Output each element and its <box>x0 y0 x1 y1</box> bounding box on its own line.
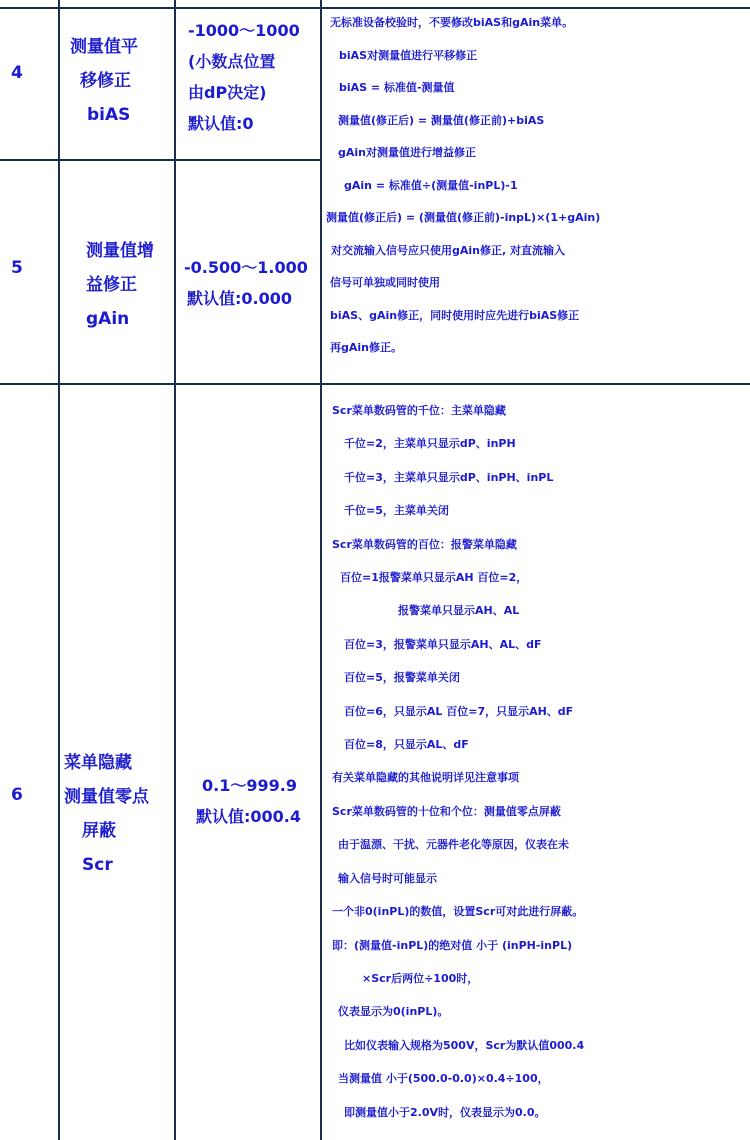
col-divider-1 <box>58 0 60 1140</box>
row-6-name-line: 测量值零点 <box>64 787 149 807</box>
description-line: 比如仪表输入规格为500V，Scr为默认值000.4 <box>344 1038 585 1052</box>
description-line: 仪表显示为0(inPL)。 <box>338 1005 449 1019</box>
row-5-name-line: 测量值增 <box>86 241 154 261</box>
description-line: 百位=6，只显示AL 百位=7，只显示AH、dF <box>344 704 574 718</box>
description-line: gAin = 标准值÷(测量值-inPL)-1 <box>344 178 518 192</box>
row-4-name-line: 移修正 <box>80 71 131 91</box>
description-line: 报警菜单只显示AH、AL <box>398 604 520 618</box>
description-line: 对交流输入信号应只使用gAin修正, 对直流输入 <box>331 243 565 257</box>
row-4-range-line: (小数点位置 <box>188 52 276 71</box>
description-line: 测量值(修正后) = 测量值(修正前)+biAS <box>338 113 545 127</box>
row-4-range-line: 由dP决定) <box>188 83 267 102</box>
row-6-range-line: 默认值:000.4 <box>196 807 302 826</box>
description-line: 百位=1报警菜单只显示AH 百位=2， <box>340 571 528 585</box>
col-divider-2 <box>174 0 176 1140</box>
description-line: 千位=2，主菜单只显示dP、inPH <box>344 437 516 451</box>
row-6-description <box>326 394 750 1129</box>
description-line: Scr菜单数码管的千位：主菜单隐藏 <box>332 404 506 417</box>
row-6-name-line: 菜单隐藏 <box>64 753 132 773</box>
row-6-range-line: 0.1～999.9 <box>202 776 297 795</box>
description-line: Scr菜单数码管的百位：报警菜单隐藏 <box>332 537 517 551</box>
row-4-5-description <box>326 7 750 365</box>
row-5-range-line: 默认值:0.000 <box>187 289 293 308</box>
row-5-index: 5 <box>11 258 23 278</box>
description-line: 测量值(修正后) = (测量值(修正前)-inpL)×(1+gAin) <box>326 211 601 224</box>
row-4-name-line: biAS <box>87 105 131 125</box>
row-5-range-line: -0.500～1.000 <box>184 258 308 277</box>
row-6-range <box>196 770 301 832</box>
description-line: 千位=3，主菜单只显示dP、inPH、inPL <box>344 470 554 484</box>
col-divider-3 <box>320 0 322 1140</box>
description-line: 当测量值 小于(500.0-0.0)×0.4÷100， <box>338 1072 549 1086</box>
row-6-index: 6 <box>11 785 23 805</box>
description-line: Scr菜单数码管的十位和个位：测量值零点屏蔽 <box>332 804 561 818</box>
description-line: biAS = 标准值-测量值 <box>339 81 455 94</box>
description-line: 有关菜单隐藏的其他说明详见注意事项 <box>332 771 519 785</box>
row-4-range-line: 默认值:0 <box>188 114 254 133</box>
row-4-range <box>188 15 300 139</box>
description-line: 百位=3，报警菜单只显示AH、AL、dF <box>344 637 542 651</box>
description-line: ×Scr后两位÷100时， <box>362 971 479 985</box>
row-6-name-line: 屏蔽 <box>82 821 116 841</box>
description-line: 一个非0(inPL)的数值，设置Scr可对此进行屏蔽。 <box>332 905 584 919</box>
row-5-name-line: 益修正 <box>86 275 137 295</box>
row-4-name <box>70 30 138 132</box>
row-6-name <box>64 746 149 882</box>
row-4-range-line: -1000～1000 <box>188 21 300 40</box>
description-line: biAS对测量值进行平移修正 <box>339 48 478 62</box>
description-line: 百位=8，只显示AL、dF <box>344 738 469 752</box>
description-line: 信号可单独或同时使用 <box>330 276 440 289</box>
description-line: 即测量值小于2.0V时，仪表显示为0.0。 <box>344 1105 546 1119</box>
row-4-name-line: 测量值平 <box>70 37 138 57</box>
description-line: 千位=5，主菜单关闭 <box>344 504 449 518</box>
row-divider-6 <box>0 383 750 385</box>
description-line: 再gAin修正。 <box>330 341 402 354</box>
row-6-name-line: Scr <box>82 855 113 875</box>
row-5-range <box>184 252 308 314</box>
row-divider-5 <box>0 159 322 161</box>
description-line: biAS、gAin修正，同时使用时应先进行biAS修正 <box>330 308 580 322</box>
row-4-index: 4 <box>11 63 23 83</box>
row-5-name <box>86 234 154 336</box>
description-line: 百位=5，报警菜单关闭 <box>344 671 460 685</box>
description-line: gAin对测量值进行增益修正 <box>338 146 476 159</box>
description-line: 由于温漂、干扰、元器件老化等原因，仪表在未 <box>338 838 569 852</box>
description-line: 输入信号时可能显示 <box>338 871 437 885</box>
description-line: 无标准设备校验时，不要修改biAS和gAin菜单。 <box>330 16 574 29</box>
row-5-name-line: gAin <box>86 309 130 329</box>
description-line: 即：(测量值-inPL)的绝对值 小于 (inPH-inPL) <box>332 938 573 952</box>
